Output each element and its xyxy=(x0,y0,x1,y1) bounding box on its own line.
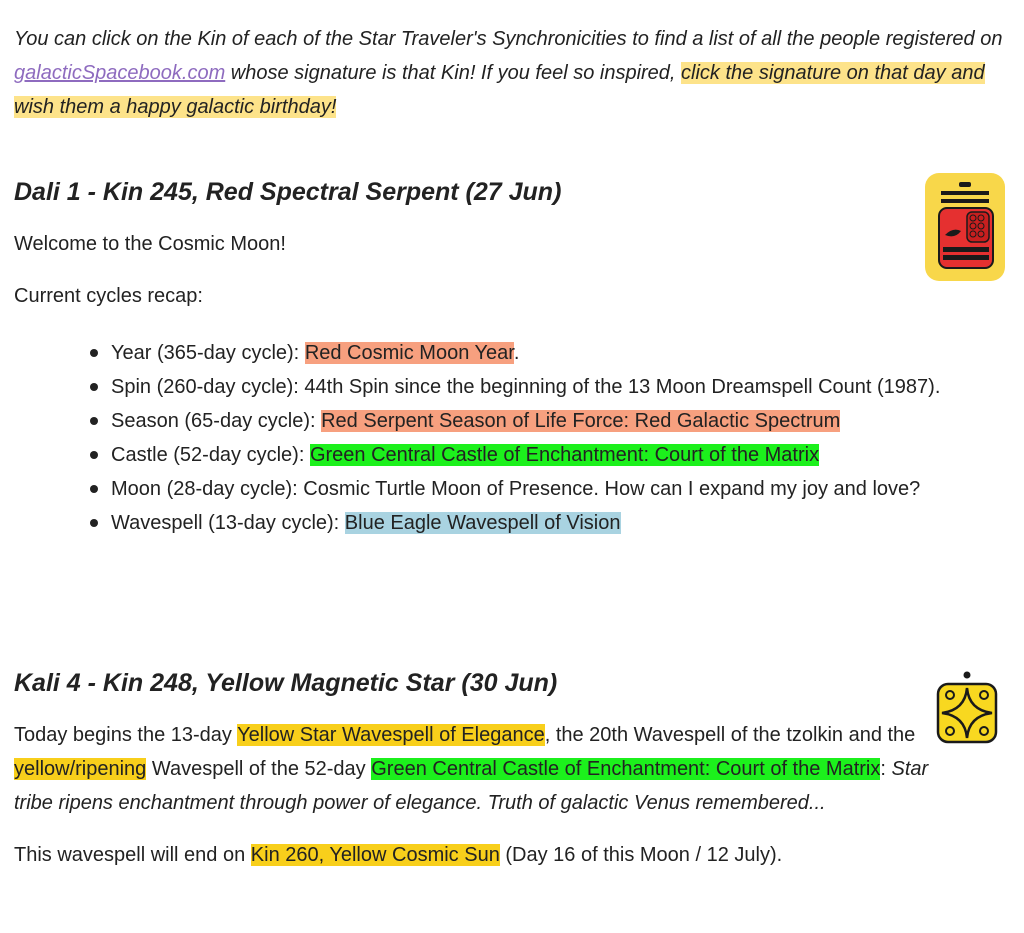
recap-spin-label: Spin (260-day cycle): 44th Spin since the beginning of the 13 Moon Dreamspell Count (1987). xyxy=(111,376,941,398)
list-item xyxy=(90,404,1000,438)
p1-text-1: Today begins the 13-day xyxy=(14,724,238,746)
entry1-recap-label: Current cycles recap: xyxy=(14,285,203,307)
p1-text-2: , the 20th Wavespell of the tzolkin and the xyxy=(544,724,916,746)
red-spectral-serpent-glyph-icon[interactable] xyxy=(925,173,1005,281)
entry-yellow-magnetic-star xyxy=(14,666,974,872)
intro-text-1: You can click on the Kin of each of the Star Traveler's Synchronicities to find a list of all the people registered on xyxy=(14,28,1003,50)
recap-moon-label: Moon (28-day cycle): Cosmic Turtle Moon of Presence. How can I expand my joy and love? xyxy=(111,478,921,500)
entry-red-spectral-serpent xyxy=(14,175,914,313)
p2-highlight-kin: Kin 260, Yellow Cosmic Sun xyxy=(250,844,500,866)
list-item xyxy=(90,438,1000,472)
entry1-heading: Dali 1 - Kin 245, Red Spectral Serpent (27 Jun) xyxy=(14,178,562,206)
list-item xyxy=(90,370,1000,404)
galactic-spacebook-link[interactable]: galacticSpacebook.com xyxy=(14,62,226,84)
entry2-paragraph-2 xyxy=(14,838,974,872)
recap-wavespell-label: Wavespell (13-day cycle): xyxy=(111,512,345,534)
recap-season-label: Season (65-day cycle): xyxy=(111,410,322,432)
intro-paragraph xyxy=(14,22,1004,124)
p2-text-1: This wavespell will end on xyxy=(14,844,251,866)
p1-text-4: : xyxy=(880,758,892,780)
list-item xyxy=(90,472,1000,506)
recap-castle-value: Green Central Castle of Enchantment: Court of the Matrix xyxy=(309,444,820,466)
recap-wavespell-value: Blue Eagle Wavespell of Vision xyxy=(344,512,621,534)
recap-season-value: Red Serpent Season of Life Force: Red Galactic Spectrum xyxy=(321,410,841,432)
p1-highlight-castle: Green Central Castle of Enchantment: Court of the Matrix xyxy=(371,758,881,780)
list-item xyxy=(90,506,1000,540)
cycles-recap-list xyxy=(90,336,1000,540)
recap-year-after: . xyxy=(513,342,520,364)
recap-castle-label: Castle (52-day cycle): xyxy=(111,444,310,466)
entry2-paragraph-1 xyxy=(14,718,954,820)
list-item xyxy=(90,336,1000,370)
entry2-heading: Kali 4 - Kin 248, Yellow Magnetic Star (30 Jun) xyxy=(14,669,558,697)
intro-text-2: whose signature is that Kin! If you feel so inspired, xyxy=(225,62,682,84)
p1-highlight-ripening: yellow/ripening xyxy=(14,758,147,780)
p1-highlight-wavespell: Yellow Star Wavespell of Elegance xyxy=(237,724,545,746)
p1-text-3: Wavespell of the 52-day xyxy=(146,758,372,780)
recap-year-label: Year (365-day cycle): xyxy=(111,342,305,364)
p2-text-2: (Day 16 of this Moon / 12 July). xyxy=(499,844,783,866)
recap-year-value: Red Cosmic Moon Year xyxy=(304,342,514,364)
yellow-magnetic-star-glyph-icon[interactable] xyxy=(935,670,999,746)
p1-italic-text: Star tribe ripens enchantment through power of elegance. Truth of galactic Venus remembered... xyxy=(14,758,929,814)
intro-highlight: click the signature on that day and wish them a happy galactic birthday! xyxy=(14,62,985,118)
entry1-welcome: Welcome to the Cosmic Moon! xyxy=(14,233,286,255)
